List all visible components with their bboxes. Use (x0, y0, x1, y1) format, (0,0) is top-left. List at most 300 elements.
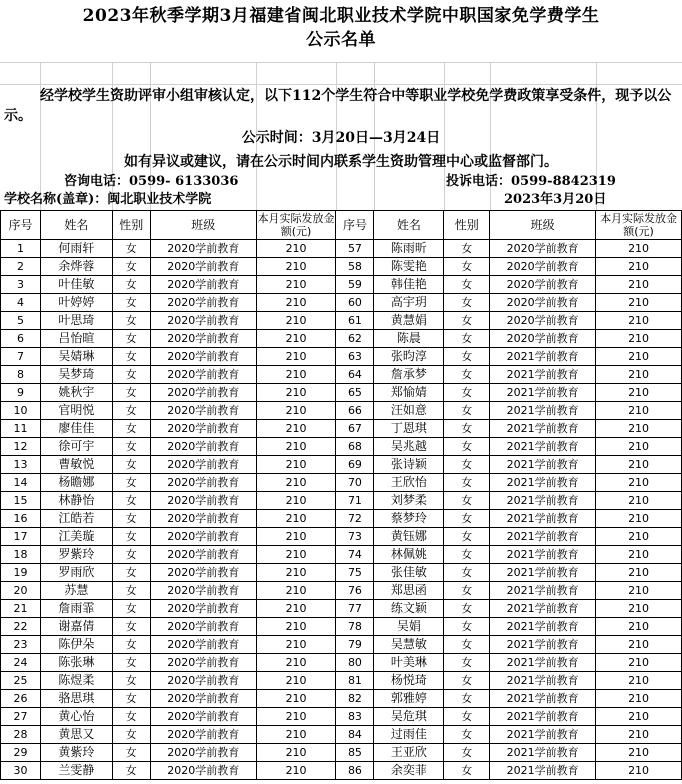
table-cell: 2020学前教育 (490, 312, 596, 330)
table-row (1, 546, 682, 564)
table-cell: 65 (336, 384, 374, 402)
table-cell: 80 (336, 654, 374, 672)
table-cell: 黄心怡 (40, 708, 112, 726)
table-cell: 2020学前教育 (150, 384, 256, 402)
table-cell: 2021学前教育 (490, 726, 596, 744)
table-cell: 女 (444, 600, 490, 618)
table-cell: 210 (596, 276, 682, 294)
table-cell: 210 (596, 330, 682, 348)
table-cell: 210 (256, 456, 336, 474)
table-cell: 陈雯艳 (374, 258, 444, 276)
table-cell: 7 (1, 348, 41, 366)
table-cell: 2021学前教育 (490, 474, 596, 492)
table-cell: 18 (1, 546, 41, 564)
table-cell: 210 (596, 708, 682, 726)
table-cell: 2021学前教育 (490, 708, 596, 726)
table-body (1, 240, 682, 780)
table-cell: 女 (112, 456, 150, 474)
table-cell: 210 (596, 546, 682, 564)
table-cell: 女 (112, 402, 150, 420)
table-cell: 女 (444, 708, 490, 726)
table-cell: 女 (444, 402, 490, 420)
table-cell: 2021学前教育 (490, 492, 596, 510)
remark-text: 如有异议或建议，请在公示时间内联系学生资助管理中心或监督部门。 (124, 154, 558, 170)
table-cell: 女 (112, 528, 150, 546)
gridline (0, 84, 682, 85)
table-cell: 叶思琦 (40, 312, 112, 330)
table-cell: 女 (112, 492, 150, 510)
table-cell: 女 (112, 258, 150, 276)
table-cell: 2020学前教育 (150, 528, 256, 546)
table-cell: 9 (1, 384, 41, 402)
table-cell: 女 (112, 276, 150, 294)
table-row (1, 330, 682, 348)
table-cell: 陈煜柔 (40, 672, 112, 690)
table-cell: 兰雯静 (40, 762, 112, 780)
table-cell: 女 (112, 474, 150, 492)
table-cell: 210 (256, 654, 336, 672)
table-cell: 郑思函 (374, 582, 444, 600)
table-cell: 女 (444, 348, 490, 366)
table-cell: 王亚欣 (374, 744, 444, 762)
table-row (1, 582, 682, 600)
table-cell: 张佳敏 (374, 564, 444, 582)
table-cell: 2021学前教育 (490, 402, 596, 420)
table-cell: 64 (336, 366, 374, 384)
table-cell: 27 (1, 708, 41, 726)
table-cell: 女 (444, 636, 490, 654)
table-row (1, 474, 682, 492)
table-cell: 2020学前教育 (150, 636, 256, 654)
table-cell: 陈雨昕 (374, 240, 444, 258)
table-cell: 黄思又 (40, 726, 112, 744)
table-cell: 2020学前教育 (150, 672, 256, 690)
table-cell: 210 (256, 744, 336, 762)
table-cell: 210 (596, 582, 682, 600)
table-cell: 2 (1, 258, 41, 276)
table-cell: 陈晨 (374, 330, 444, 348)
table-cell: 210 (256, 330, 336, 348)
table-cell: 20 (1, 582, 41, 600)
table-cell: 69 (336, 456, 374, 474)
table-cell: 黄钰娜 (374, 528, 444, 546)
table-cell: 210 (596, 564, 682, 582)
table-cell: 2021学前教育 (490, 690, 596, 708)
table-cell: 女 (112, 762, 150, 780)
table-cell: 2020学前教育 (150, 276, 256, 294)
table-cell: 210 (596, 348, 682, 366)
table-header-row (1, 211, 682, 240)
table-cell: 6 (1, 330, 41, 348)
table-row (1, 240, 682, 258)
table-cell: 210 (596, 258, 682, 276)
table-cell: 2020学前教育 (150, 492, 256, 510)
title-line-1: 2023年秋季学期3月福建省闽北职业技术学院中职国家免学费学生 (82, 6, 600, 26)
page-title (0, 4, 682, 52)
table-row (1, 294, 682, 312)
table-cell: 2020学前教育 (150, 654, 256, 672)
table-cell: 210 (256, 258, 336, 276)
table-cell: 57 (336, 240, 374, 258)
table-cell: 女 (112, 348, 150, 366)
table-cell: 女 (112, 330, 150, 348)
table-cell: 71 (336, 492, 374, 510)
table-cell: 女 (444, 456, 490, 474)
table-cell: 张诗颖 (374, 456, 444, 474)
table-cell: 13 (1, 456, 41, 474)
table-cell: 高宇玥 (374, 294, 444, 312)
table-row (1, 510, 682, 528)
table-cell: 10 (1, 402, 41, 420)
table-cell: 210 (596, 456, 682, 474)
table-row (1, 402, 682, 420)
table-cell: 女 (444, 366, 490, 384)
table-cell: 30 (1, 762, 41, 780)
table-row (1, 654, 682, 672)
table-cell: 女 (112, 618, 150, 636)
header-cell: 序号 (336, 211, 374, 240)
table-cell: 5 (1, 312, 41, 330)
table-cell: 210 (256, 402, 336, 420)
table-cell: 女 (444, 726, 490, 744)
table-cell: 叶美琳 (374, 654, 444, 672)
table-cell: 2020学前教育 (150, 726, 256, 744)
table-cell: 210 (256, 366, 336, 384)
table-cell: 210 (256, 294, 336, 312)
table-cell: 余奕菲 (374, 762, 444, 780)
table-cell: 58 (336, 258, 374, 276)
header-cell: 性别 (444, 211, 490, 240)
table-cell: 210 (256, 384, 336, 402)
announcement-date: 2023年3月20日 (504, 192, 607, 207)
table-cell: 2021学前教育 (490, 762, 596, 780)
table-cell: 82 (336, 690, 374, 708)
table-cell: 210 (596, 654, 682, 672)
table-cell: 2021学前教育 (490, 366, 596, 384)
gridline (0, 62, 682, 63)
table-cell: 2020学前教育 (150, 330, 256, 348)
table-cell: 女 (112, 438, 150, 456)
table-cell: 2020学前教育 (150, 546, 256, 564)
table-cell: 女 (444, 654, 490, 672)
table-cell: 2020学前教育 (150, 474, 256, 492)
table-cell: 78 (336, 618, 374, 636)
table-cell: 210 (596, 726, 682, 744)
table-cell: 210 (256, 510, 336, 528)
table-cell: 女 (112, 546, 150, 564)
table-cell: 210 (256, 726, 336, 744)
table-cell: 林佩姚 (374, 546, 444, 564)
table-cell: 67 (336, 420, 374, 438)
table-cell: 2021学前教育 (490, 546, 596, 564)
table-cell: 2020学前教育 (150, 600, 256, 618)
table-cell: 22 (1, 618, 41, 636)
table-cell: 女 (112, 312, 150, 330)
table-cell: 210 (256, 546, 336, 564)
table-cell: 女 (112, 564, 150, 582)
table-cell: 詹雨霏 (40, 600, 112, 618)
table-cell: 210 (256, 672, 336, 690)
consult-phone: 咨询电话：0599- 6133036 (64, 174, 239, 189)
table-cell: 韩佳艳 (374, 276, 444, 294)
table-cell: 女 (444, 420, 490, 438)
header-cell: 序号 (1, 211, 41, 240)
table-cell: 余烨蓉 (40, 258, 112, 276)
table-cell: 210 (596, 492, 682, 510)
table-cell: 女 (112, 744, 150, 762)
table-cell: 黄紫玲 (40, 744, 112, 762)
table-cell: 2021学前教育 (490, 564, 596, 582)
table-cell: 210 (256, 528, 336, 546)
table-cell: 罗雨欣 (40, 564, 112, 582)
table-cell: 女 (444, 258, 490, 276)
table-row (1, 762, 682, 780)
table-cell: 2020学前教育 (150, 762, 256, 780)
table-cell: 吴婧琳 (40, 348, 112, 366)
table-cell: 2020学前教育 (150, 618, 256, 636)
table-cell: 2020学前教育 (150, 708, 256, 726)
table-cell: 81 (336, 672, 374, 690)
table-cell: 210 (596, 420, 682, 438)
table-cell: 女 (444, 690, 490, 708)
table-row (1, 618, 682, 636)
table-cell: 女 (444, 384, 490, 402)
table-cell: 210 (596, 636, 682, 654)
table-cell: 2021学前教育 (490, 654, 596, 672)
table-cell: 吴娟 (374, 618, 444, 636)
table-row (1, 258, 682, 276)
table-cell: 3 (1, 276, 41, 294)
table-cell: 73 (336, 528, 374, 546)
table-cell: 女 (444, 240, 490, 258)
table-row (1, 420, 682, 438)
table-cell: 女 (444, 762, 490, 780)
table-cell: 杨悦琦 (374, 672, 444, 690)
table-row (1, 564, 682, 582)
table-cell: 8 (1, 366, 41, 384)
table-cell: 2020学前教育 (150, 690, 256, 708)
table-cell: 女 (444, 528, 490, 546)
table-row (1, 348, 682, 366)
table-cell: 詹承梦 (374, 366, 444, 384)
table-cell: 女 (112, 672, 150, 690)
table-cell: 84 (336, 726, 374, 744)
table-cell: 210 (596, 384, 682, 402)
table-cell: 210 (596, 402, 682, 420)
table-row (1, 366, 682, 384)
table-cell: 210 (596, 690, 682, 708)
table-cell: 练文颖 (374, 600, 444, 618)
table-row (1, 312, 682, 330)
header-cell: 本月实际发放金额(元) (596, 211, 682, 240)
complaint-phone: 投诉电话：0599-8842319 (446, 174, 616, 189)
table-cell: 2020学前教育 (490, 330, 596, 348)
table-cell: 女 (444, 294, 490, 312)
table-cell: 76 (336, 582, 374, 600)
table-cell: 210 (596, 744, 682, 762)
table-cell: 女 (444, 510, 490, 528)
table-cell: 2021学前教育 (490, 600, 596, 618)
table-cell: 骆思琪 (40, 690, 112, 708)
table-cell: 210 (596, 528, 682, 546)
table-cell: 苏慧 (40, 582, 112, 600)
table-cell: 210 (596, 438, 682, 456)
table-cell: 2020学前教育 (150, 582, 256, 600)
table-cell: 黄慧娟 (374, 312, 444, 330)
table-row (1, 690, 682, 708)
table-cell: 2021学前教育 (490, 384, 596, 402)
table-cell: 林静怡 (40, 492, 112, 510)
table-cell: 女 (444, 546, 490, 564)
table-cell: 刘梦柔 (374, 492, 444, 510)
table-cell: 女 (112, 600, 150, 618)
table-cell: 210 (256, 600, 336, 618)
table-cell: 60 (336, 294, 374, 312)
table-cell: 2020学前教育 (490, 240, 596, 258)
table-cell: 吕怡暄 (40, 330, 112, 348)
table-cell: 83 (336, 708, 374, 726)
header-cell: 姓名 (40, 211, 112, 240)
table-cell: 210 (256, 276, 336, 294)
table-cell: 女 (444, 618, 490, 636)
table-cell: 江美璇 (40, 528, 112, 546)
table-cell: 86 (336, 762, 374, 780)
table-cell: 210 (256, 582, 336, 600)
table-cell: 210 (256, 348, 336, 366)
table-cell: 210 (596, 312, 682, 330)
table-cell: 徐可宇 (40, 438, 112, 456)
table-cell: 28 (1, 726, 41, 744)
table-cell: 陈伊朵 (40, 636, 112, 654)
publicity-time: 公示时间：3月20日—3月24日 (241, 130, 441, 146)
table-cell: 210 (256, 636, 336, 654)
table-cell: 210 (256, 564, 336, 582)
table-row (1, 528, 682, 546)
table-cell: 210 (596, 762, 682, 780)
table-cell: 19 (1, 564, 41, 582)
table-cell: 17 (1, 528, 41, 546)
table-cell: 2020学前教育 (490, 276, 596, 294)
table-cell: 王欣怡 (374, 474, 444, 492)
table-cell: 210 (256, 492, 336, 510)
table-cell: 210 (256, 474, 336, 492)
table-cell: 2021学前教育 (490, 618, 596, 636)
table-cell: 79 (336, 636, 374, 654)
table-cell: 女 (444, 312, 490, 330)
table-cell: 2020学前教育 (150, 348, 256, 366)
header-cell: 班级 (490, 211, 596, 240)
table-cell: 210 (256, 762, 336, 780)
table-row (1, 276, 682, 294)
table-cell: 2020学前教育 (150, 420, 256, 438)
table-cell: 女 (444, 492, 490, 510)
table-cell: 过雨佳 (374, 726, 444, 744)
table-cell: 女 (444, 564, 490, 582)
table-cell: 女 (112, 384, 150, 402)
student-list-table (0, 210, 682, 780)
table-cell: 女 (112, 510, 150, 528)
table-cell: 郭雅婷 (374, 690, 444, 708)
table-cell: 210 (596, 240, 682, 258)
table-cell: 女 (112, 654, 150, 672)
notice-text: 经学校学生资助评审小组审核认定，以下112个学生符合中等职业学校免学费政策享受条件，现予以公示。 (4, 88, 672, 124)
table-cell: 罗紫玲 (40, 546, 112, 564)
table-cell: 女 (444, 276, 490, 294)
header-cell: 本月实际发放金额(元) (257, 212, 335, 238)
table-cell: 女 (444, 330, 490, 348)
table-cell: 谢嘉倩 (40, 618, 112, 636)
table-row (1, 456, 682, 474)
table-cell: 61 (336, 312, 374, 330)
table-cell: 2020学前教育 (490, 294, 596, 312)
table-cell: 女 (112, 240, 150, 258)
table-cell: 23 (1, 636, 41, 654)
table-cell: 2021学前教育 (490, 672, 596, 690)
table-cell: 2020学前教育 (150, 438, 256, 456)
table-cell: 女 (444, 582, 490, 600)
table-cell: 2021学前教育 (490, 438, 596, 456)
table-cell: 16 (1, 510, 41, 528)
table-cell: 女 (112, 636, 150, 654)
table-cell: 2021学前教育 (490, 582, 596, 600)
table-cell: 2020学前教育 (150, 402, 256, 420)
table-cell: 2020学前教育 (150, 294, 256, 312)
table-cell: 74 (336, 546, 374, 564)
table-cell: 杨瞻娜 (40, 474, 112, 492)
table-cell: 郑愉婧 (374, 384, 444, 402)
table-cell: 女 (112, 582, 150, 600)
table-cell: 26 (1, 690, 41, 708)
table-cell: 62 (336, 330, 374, 348)
table-cell: 210 (596, 366, 682, 384)
table-cell: 2020学前教育 (490, 258, 596, 276)
table-cell: 女 (444, 474, 490, 492)
table-cell: 2021学前教育 (490, 744, 596, 762)
table-cell: 210 (256, 708, 336, 726)
table-row (1, 708, 682, 726)
table-cell: 77 (336, 600, 374, 618)
table-cell: 210 (596, 474, 682, 492)
table-cell: 2021学前教育 (490, 510, 596, 528)
table-cell: 2021学前教育 (490, 420, 596, 438)
table-cell: 江皓若 (40, 510, 112, 528)
table-cell: 2021学前教育 (490, 348, 596, 366)
table-cell: 70 (336, 474, 374, 492)
table-cell: 女 (112, 366, 150, 384)
table-cell: 25 (1, 672, 41, 690)
table-cell: 叶佳敏 (40, 276, 112, 294)
table-cell: 210 (256, 420, 336, 438)
table-cell: 丁恩琪 (374, 420, 444, 438)
table-cell: 女 (444, 744, 490, 762)
table-cell: 叶婷婷 (40, 294, 112, 312)
table-cell: 吴慧敏 (374, 636, 444, 654)
table-cell: 210 (256, 618, 336, 636)
table-cell: 210 (596, 510, 682, 528)
table-cell: 29 (1, 744, 41, 762)
table-cell: 蔡梦玲 (374, 510, 444, 528)
table-cell: 4 (1, 294, 41, 312)
table-cell: 女 (444, 438, 490, 456)
table-cell: 2020学前教育 (150, 564, 256, 582)
table-cell: 2021学前教育 (490, 456, 596, 474)
table-cell: 何雨轩 (40, 240, 112, 258)
table-cell: 210 (596, 600, 682, 618)
table-cell: 女 (112, 690, 150, 708)
table-cell: 63 (336, 348, 374, 366)
table-cell: 210 (256, 240, 336, 258)
table-cell: 2020学前教育 (150, 312, 256, 330)
